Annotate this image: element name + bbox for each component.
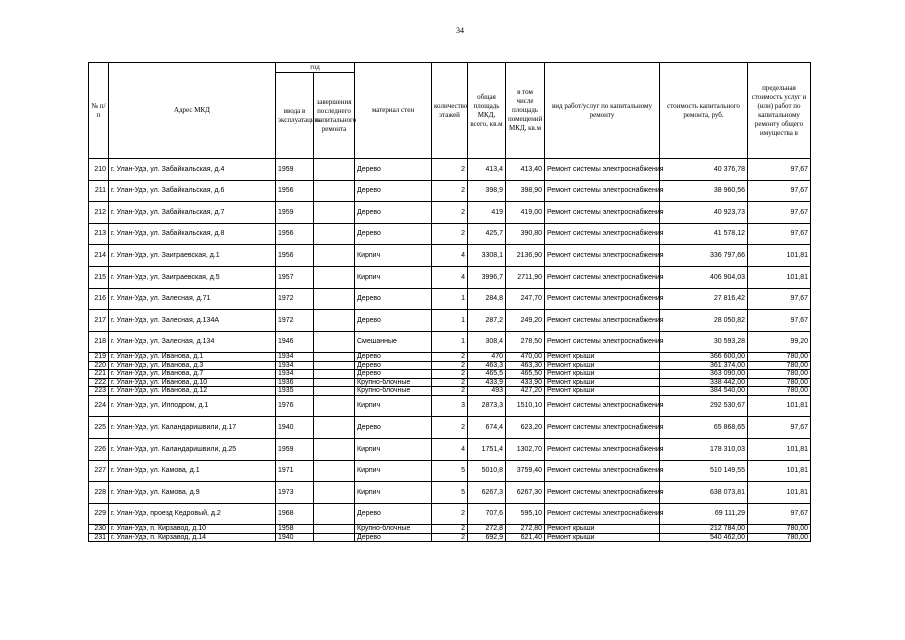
cell-year-last-repair [314,439,355,461]
cell-work-type: Ремонт системы электроснабжения [545,159,660,181]
cell-cost: 338 442,00 [660,378,748,387]
cell-no: 222 [89,378,109,387]
cell-work-type: Ремонт системы электроснабжения [545,395,660,417]
cell-no: 219 [89,353,109,362]
cell-cost: 41 578,12 [660,223,748,245]
cell-total-area: 1751,4 [468,439,506,461]
table-row [89,503,811,525]
cell-no: 214 [89,245,109,267]
cell-max-cost: 101,81 [748,245,811,267]
cell-floors: 2 [432,361,468,370]
cell-wall-material: Дерево [355,533,432,542]
cell-work-type: Ремонт системы электроснабжения [545,331,660,353]
cell-total-area: 425,7 [468,223,506,245]
cell-cost: 28 050,82 [660,310,748,332]
cell-address: г. Улан-Удэ, п. Кирзавод, д.10 [109,525,276,534]
col-header-no: № п/п [89,63,109,159]
cell-work-type: Ремонт системы электроснабжения [545,180,660,202]
cell-year-last-repair [314,482,355,504]
cell-wall-material: Дерево [355,353,432,362]
col-header-premises-area: в том числе площадь помещений МКД, кв.м [506,63,545,159]
cell-wall-material: Дерево [355,417,432,439]
cell-year-commission: 1959 [276,159,314,181]
cell-floors: 2 [432,370,468,379]
cell-work-type: Ремонт системы электроснабжения [545,245,660,267]
cell-year-last-repair [314,245,355,267]
col-header-work-type: вид работ/услуг по капитальному ремонту [545,63,660,159]
cell-cost: 40 923,73 [660,202,748,224]
cell-max-cost: 780,00 [748,353,811,362]
table-row [89,378,811,387]
cell-wall-material: Дерево [355,370,432,379]
cell-no: 227 [89,460,109,482]
col-header-total-area: общая площадь МКД, всего, кв.м [468,63,506,159]
cell-max-cost: 101,81 [748,266,811,288]
cell-max-cost: 780,00 [748,361,811,370]
cell-floors: 5 [432,482,468,504]
cell-work-type: Ремонт системы электроснабжения [545,417,660,439]
cell-year-commission: 1972 [276,288,314,310]
cell-cost: 65 868,65 [660,417,748,439]
cell-floors: 4 [432,245,468,267]
cell-max-cost: 780,00 [748,378,811,387]
cell-total-area: 5010,8 [468,460,506,482]
cell-no: 225 [89,417,109,439]
cell-address: г. Улан-Удэ, ул. Иванова, д.1 [109,353,276,362]
cell-premises-area: 623,20 [506,417,545,439]
cell-wall-material: Дерево [355,223,432,245]
table-row [89,361,811,370]
cell-year-commission: 1940 [276,417,314,439]
cell-work-type: Ремонт системы электроснабжения [545,439,660,461]
cell-max-cost: 101,81 [748,482,811,504]
cell-total-area: 707,6 [468,503,506,525]
cell-cost: 540 462,00 [660,533,748,542]
cell-year-last-repair [314,288,355,310]
cell-max-cost: 780,00 [748,525,811,534]
cell-work-type: Ремонт крыши [545,361,660,370]
cell-wall-material: Смешанные [355,331,432,353]
cell-no: 231 [89,533,109,542]
cell-total-area: 433,9 [468,378,506,387]
cell-premises-area: 1302,70 [506,439,545,461]
cell-year-last-repair [314,387,355,396]
table-header [89,63,811,159]
page-number: 34 [456,26,464,35]
cell-wall-material: Крупно-блочные [355,387,432,396]
cell-floors: 1 [432,310,468,332]
cell-year-commission: 1972 [276,310,314,332]
cell-year-last-repair [314,525,355,534]
cell-premises-area: 6267,30 [506,482,545,504]
cell-max-cost: 97,67 [748,310,811,332]
cell-wall-material: Дерево [355,310,432,332]
cell-premises-area: 465,50 [506,370,545,379]
cell-year-commission: 1959 [276,202,314,224]
cell-cost: 69 111,29 [660,503,748,525]
cell-no: 230 [89,525,109,534]
cell-year-commission: 1946 [276,331,314,353]
cell-premises-area: 427,20 [506,387,545,396]
cell-no: 216 [89,288,109,310]
cell-work-type: Ремонт системы электроснабжения [545,482,660,504]
cell-year-commission: 1936 [276,378,314,387]
cell-wall-material: Кирпич [355,460,432,482]
cell-year-commission: 1956 [276,223,314,245]
cell-year-commission: 1973 [276,482,314,504]
cell-wall-material: Кирпич [355,245,432,267]
cell-total-area: 2873,3 [468,395,506,417]
cell-address: г. Улан-Удэ, ул. Заиграевская, д.1 [109,245,276,267]
cell-no: 211 [89,180,109,202]
cell-floors: 2 [432,378,468,387]
cell-year-last-repair [314,202,355,224]
cell-cost: 363 090,00 [660,370,748,379]
table-row [89,533,811,542]
cell-year-last-repair [314,378,355,387]
cell-max-cost: 101,81 [748,395,811,417]
cell-total-area: 308,4 [468,331,506,353]
cell-address: г. Улан-Удэ, ул. Заиграевская, д.5 [109,266,276,288]
cell-address: г. Улан-Удэ, п. Кирзавод, д.14 [109,533,276,542]
cell-premises-area: 1510,10 [506,395,545,417]
col-header-address: Адрес МКД [109,63,276,159]
cell-year-commission: 1934 [276,361,314,370]
cell-address: г. Улан-Удэ, ул. Иванова, д.12 [109,387,276,396]
cell-total-area: 692,9 [468,533,506,542]
table-row [89,460,811,482]
cell-total-area: 272,8 [468,525,506,534]
table-row [89,525,811,534]
cell-floors: 1 [432,331,468,353]
cell-year-last-repair [314,361,355,370]
cell-wall-material: Дерево [355,180,432,202]
cell-premises-area: 419,00 [506,202,545,224]
cell-year-commission: 1940 [276,533,314,542]
cell-no: 217 [89,310,109,332]
cell-premises-area: 398,90 [506,180,545,202]
cell-address: г. Улан-Удэ, ул. Забайкальская, д.7 [109,202,276,224]
cell-year-last-repair [314,223,355,245]
cell-max-cost: 97,67 [748,180,811,202]
cell-total-area: 398,9 [468,180,506,202]
cell-total-area: 419 [468,202,506,224]
cell-total-area: 287,2 [468,310,506,332]
cell-max-cost: 101,81 [748,460,811,482]
cell-no: 221 [89,370,109,379]
cell-year-last-repair [314,331,355,353]
col-header-cost: стоимость капитального ремонта, руб. [660,63,748,159]
table-row [89,387,811,396]
cell-max-cost: 99,20 [748,331,811,353]
cell-no: 224 [89,395,109,417]
cell-year-last-repair [314,310,355,332]
cell-wall-material: Дерево [355,202,432,224]
cell-address: г. Улан-Удэ, ул. Забайкальская, д.6 [109,180,276,202]
cell-year-commission: 1959 [276,439,314,461]
cell-total-area: 493 [468,387,506,396]
table-row [89,331,811,353]
cell-premises-area: 3759,40 [506,460,545,482]
cell-address: г. Улан-Удэ, ул. Камова, д.1 [109,460,276,482]
cell-address: г. Улан-Удэ, ул. Залесная, д.134А [109,310,276,332]
cell-total-area: 6267,3 [468,482,506,504]
cell-year-commission: 1935 [276,387,314,396]
cell-floors: 2 [432,525,468,534]
cell-year-commission: 1934 [276,353,314,362]
cell-premises-area: 621,40 [506,533,545,542]
cell-floors: 4 [432,439,468,461]
cell-address: г. Улан-Удэ, ул. Залесная, д.134 [109,331,276,353]
cell-premises-area: 249,20 [506,310,545,332]
table-row [89,288,811,310]
cell-premises-area: 463,30 [506,361,545,370]
cell-floors: 5 [432,460,468,482]
cell-work-type: Ремонт системы электроснабжения [545,223,660,245]
cell-max-cost: 97,67 [748,503,811,525]
cell-max-cost: 97,67 [748,202,811,224]
table-row [89,245,811,267]
cell-cost: 361 374,00 [660,361,748,370]
cell-wall-material: Кирпич [355,439,432,461]
cell-wall-material: Дерево [355,159,432,181]
cell-premises-area: 390,80 [506,223,545,245]
cell-address: г. Улан-Удэ, ул. Иванова, д.7 [109,370,276,379]
cell-premises-area: 247,70 [506,288,545,310]
cell-total-area: 470 [468,353,506,362]
cell-total-area: 3308,1 [468,245,506,267]
cell-address: г. Улан-Удэ, ул. Забайкальская, д.8 [109,223,276,245]
cell-year-last-repair [314,353,355,362]
cell-floors: 2 [432,533,468,542]
cell-year-commission: 1934 [276,370,314,379]
cell-wall-material: Дерево [355,361,432,370]
table-row [89,417,811,439]
cell-floors: 2 [432,353,468,362]
cell-total-area: 463,3 [468,361,506,370]
cell-year-last-repair [314,417,355,439]
cell-max-cost: 97,67 [748,223,811,245]
cell-year-last-repair [314,266,355,288]
col-header-year-group: год [276,63,355,73]
cell-work-type: Ремонт системы электроснабжения [545,460,660,482]
cell-floors: 3 [432,395,468,417]
cell-total-area: 465,5 [468,370,506,379]
cell-cost: 336 797,66 [660,245,748,267]
cell-no: 229 [89,503,109,525]
col-header-wall-material: материал стен [355,63,432,159]
cell-floors: 4 [432,266,468,288]
cell-wall-material: Дерево [355,503,432,525]
cell-premises-area: 2136,90 [506,245,545,267]
cell-max-cost: 97,67 [748,159,811,181]
cell-cost: 292 530,67 [660,395,748,417]
cell-cost: 30 593,28 [660,331,748,353]
cell-wall-material: Крупно-блочные [355,378,432,387]
col-header-floors: количество этажей [432,63,468,159]
cell-floors: 2 [432,223,468,245]
cell-total-area: 3996,7 [468,266,506,288]
cell-premises-area: 413,40 [506,159,545,181]
cell-cost: 510 149,55 [660,460,748,482]
cell-year-commission: 1958 [276,525,314,534]
cell-year-commission: 1968 [276,503,314,525]
cell-wall-material: Кирпич [355,482,432,504]
cell-floors: 2 [432,180,468,202]
cell-year-commission: 1956 [276,245,314,267]
cell-no: 228 [89,482,109,504]
table-row [89,310,811,332]
table-body [89,159,811,542]
col-header-max-cost: предельная стоимость услуг и (или) работ по капитальному ремонту общего имущества в [748,63,811,159]
cell-floors: 1 [432,288,468,310]
cell-premises-area: 278,50 [506,331,545,353]
cell-premises-area: 595,10 [506,503,545,525]
cell-cost: 366 600,00 [660,353,748,362]
table-row [89,202,811,224]
cell-work-type: Ремонт крыши [545,353,660,362]
cell-work-type: Ремонт крыши [545,378,660,387]
cell-floors: 2 [432,202,468,224]
repair-register-table [88,62,811,542]
cell-year-last-repair [314,370,355,379]
cell-year-last-repair [314,503,355,525]
cell-year-last-repair [314,180,355,202]
cell-address: г. Улан-Удэ, ул. Камова, д.9 [109,482,276,504]
cell-work-type: Ремонт крыши [545,370,660,379]
cell-work-type: Ремонт системы электроснабжения [545,288,660,310]
cell-work-type: Ремонт системы электроснабжения [545,266,660,288]
table-row [89,159,811,181]
cell-address: г. Улан-Удэ, ул. Забайкальская, д.4 [109,159,276,181]
cell-wall-material: Кирпич [355,395,432,417]
cell-no: 215 [89,266,109,288]
cell-no: 212 [89,202,109,224]
cell-year-commission: 1956 [276,180,314,202]
table-row [89,180,811,202]
cell-premises-area: 470,00 [506,353,545,362]
cell-no: 210 [89,159,109,181]
cell-year-commission: 1971 [276,460,314,482]
cell-cost: 38 960,56 [660,180,748,202]
cell-floors: 2 [432,503,468,525]
cell-no: 220 [89,361,109,370]
cell-address: г. Улан-Удэ, ул. Каландаришвили, д.25 [109,439,276,461]
cell-work-type: Ремонт системы электроснабжения [545,503,660,525]
cell-wall-material: Дерево [355,288,432,310]
cell-wall-material: Крупно-блочные [355,525,432,534]
cell-premises-area: 272,80 [506,525,545,534]
table-row [89,439,811,461]
cell-cost: 406 904,03 [660,266,748,288]
cell-year-last-repair [314,159,355,181]
cell-address: г. Улан-Удэ, ул. Иванова, д.3 [109,361,276,370]
cell-year-last-repair [314,533,355,542]
cell-floors: 2 [432,159,468,181]
cell-address: г. Улан-Удэ, ул. Иванова, д.10 [109,378,276,387]
cell-no: 226 [89,439,109,461]
cell-cost: 27 816,42 [660,288,748,310]
cell-floors: 2 [432,387,468,396]
cell-year-last-repair [314,460,355,482]
cell-work-type: Ремонт системы электроснабжения [545,310,660,332]
cell-work-type: Ремонт крыши [545,525,660,534]
col-header-year-commission: ввода в эксплуатацию [276,73,314,159]
col-header-year-last-repair: завершения последнего капитального ремонта [314,73,355,159]
cell-no: 213 [89,223,109,245]
cell-year-commission: 1957 [276,266,314,288]
table-row [89,370,811,379]
cell-premises-area: 2711,90 [506,266,545,288]
table-row [89,482,811,504]
cell-max-cost: 780,00 [748,370,811,379]
cell-wall-material: Кирпич [355,266,432,288]
cell-max-cost: 780,00 [748,387,811,396]
cell-address: г. Улан-Удэ, ул. Залесная, д.71 [109,288,276,310]
cell-cost: 384 540,00 [660,387,748,396]
table-row [89,395,811,417]
cell-cost: 40 376,78 [660,159,748,181]
cell-cost: 212 784,00 [660,525,748,534]
cell-floors: 2 [432,417,468,439]
cell-cost: 178 310,03 [660,439,748,461]
table-row [89,266,811,288]
cell-work-type: Ремонт крыши [545,387,660,396]
cell-max-cost: 97,67 [748,417,811,439]
cell-address: г. Улан-Удэ, проезд Кедровый, д.2 [109,503,276,525]
cell-premises-area: 433,90 [506,378,545,387]
cell-max-cost: 780,00 [748,533,811,542]
cell-cost: 638 073,81 [660,482,748,504]
cell-address: г. Улан-Удэ, ул. Ипподром, д.1 [109,395,276,417]
table-row [89,353,811,362]
cell-year-commission: 1976 [276,395,314,417]
cell-max-cost: 97,67 [748,288,811,310]
cell-max-cost: 101,81 [748,439,811,461]
cell-year-last-repair [314,395,355,417]
cell-work-type: Ремонт крыши [545,533,660,542]
cell-no: 223 [89,387,109,396]
cell-work-type: Ремонт системы электроснабжения [545,202,660,224]
cell-no: 218 [89,331,109,353]
table-row [89,223,811,245]
cell-total-area: 413,4 [468,159,506,181]
cell-address: г. Улан-Удэ, ул. Каландаришвили, д.17 [109,417,276,439]
cell-total-area: 674,4 [468,417,506,439]
cell-total-area: 284,8 [468,288,506,310]
